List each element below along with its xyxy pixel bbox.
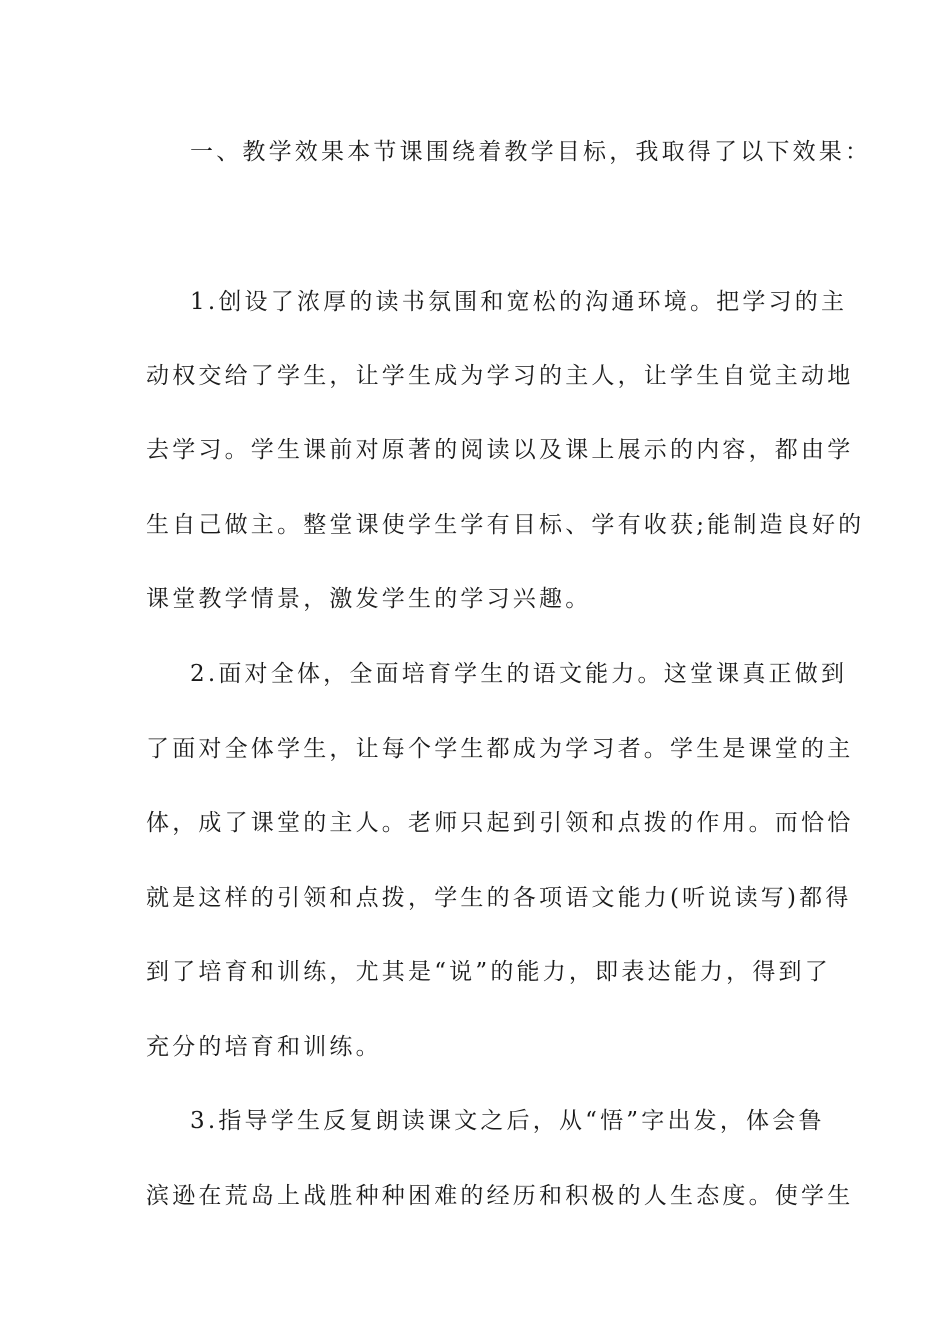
paragraph-2-line-5: 到了培育和训练，尤其是“说”的能力，即表达能力，得到了: [146, 959, 831, 985]
paragraph-1-line-4: 生自己做主。整堂课使学生学有目标、学有收获;能制造良好的: [146, 512, 865, 538]
paragraph-1-line-2: 动权交给了学生，让学生成为学习的主人，让学生自觉主动地: [146, 363, 854, 389]
paragraph-2-line-6: 充分的培育和训练。: [146, 1034, 382, 1060]
paragraph-3-line-1: 3.指导学生反复朗读课文之后，从“悟”字出发，体会鲁: [190, 1108, 825, 1134]
paragraph-1-line-3: 去学习。学生课前对原著的阅读以及课上展示的内容，都由学: [146, 437, 854, 463]
paragraph-1-line-5: 课堂教学情景，激发学生的学习兴趣。: [146, 586, 592, 612]
section-heading: 一、教学效果本节课围绕着教学目标，我取得了以下效果：: [190, 139, 872, 165]
paragraph-3-line-2: 滨逊在荒岛上战胜种种困难的经历和积极的人生态度。使学生: [146, 1183, 854, 1209]
paragraph-1-line-1: 1.创设了浓厚的读书氛围和宽松的沟通环境。把学习的主: [190, 289, 848, 315]
paragraph-2-line-3: 体，成了课堂的主人。老师只起到引领和点拨的作用。而恰恰: [146, 810, 854, 836]
paragraph-2-line-1: 2.面对全体，全面培育学生的语文能力。这堂课真正做到: [190, 661, 848, 687]
paragraph-2-line-4: 就是这样的引领和点拨，学生的各项语文能力(听说读写)都得: [146, 885, 852, 911]
paragraph-2-line-2: 了面对全体学生，让每个学生都成为学习者。学生是课堂的主: [146, 736, 854, 762]
